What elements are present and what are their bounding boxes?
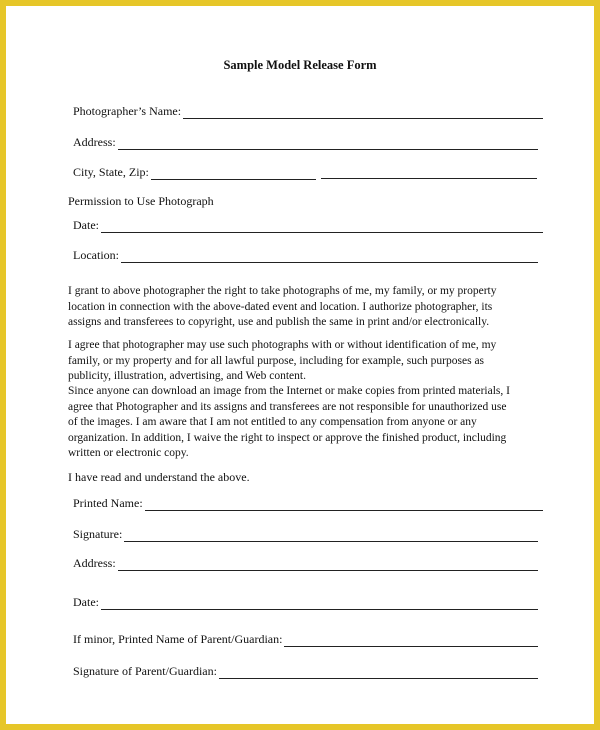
- parent-signature-label: Signature of Parent/Guardian:: [73, 664, 217, 678]
- date2-line[interactable]: [101, 598, 538, 610]
- date-line[interactable]: [101, 221, 543, 233]
- acknowledge-text: I have read and understand the above.: [68, 470, 250, 484]
- location-label: Location:: [73, 248, 119, 262]
- city-state-zip-line[interactable]: [151, 168, 316, 180]
- location-field[interactable]: [73, 247, 538, 263]
- address2-line[interactable]: [118, 559, 538, 571]
- paragraph-line: agree that Photographer and its assigns and transferees are not responsible for unauthorized use: [68, 400, 507, 413]
- city-state-zip-label: City, State, Zip:: [73, 165, 149, 179]
- photographer-name-line[interactable]: [183, 107, 543, 119]
- address-field[interactable]: [73, 134, 538, 150]
- paragraph-line: location in connection with the above-dated event and location. I authorize photographer, its: [68, 300, 493, 313]
- signature-line[interactable]: [124, 530, 538, 542]
- address-line[interactable]: [118, 138, 538, 150]
- signature-label: Signature:: [73, 527, 123, 541]
- form-title: Sample Model Release Form: [223, 58, 377, 72]
- parent-name-line[interactable]: [284, 635, 538, 647]
- paragraph-line: of the images. I am aware that I am not entitled to any compensation from anyone or any: [68, 416, 477, 428]
- paragraph-line: written or electronic copy.: [68, 447, 189, 459]
- address2-label: Address:: [73, 556, 116, 570]
- address2-field[interactable]: [73, 555, 538, 571]
- date2-field[interactable]: [73, 594, 538, 610]
- parent-signature-field[interactable]: [73, 663, 538, 679]
- paragraph-line: I agree that photographer may use such photographs with or without identification of me, my: [68, 339, 497, 351]
- date-label: Date:: [73, 218, 99, 232]
- signature-field[interactable]: [73, 526, 538, 542]
- permission-heading: Permission to Use Photograph: [68, 194, 214, 208]
- paragraph-line: assigns and transferees to copyright, use and publish the same in print and/or electronically.: [68, 316, 490, 328]
- date-field[interactable]: [73, 217, 543, 233]
- location-line[interactable]: [121, 251, 538, 263]
- printed-name-label: Printed Name:: [73, 496, 143, 510]
- waiver-paragraph: [68, 384, 550, 462]
- grant-paragraph: [68, 284, 550, 331]
- parent-name-label: If minor, Printed Name of Parent/Guardian:: [73, 632, 283, 646]
- city-state-zip-second-line[interactable]: [321, 167, 537, 179]
- paragraph-line: Since anyone can download an image from the Internet or make copies from printed materials, I: [68, 385, 510, 397]
- photographer-name-field[interactable]: [73, 103, 543, 119]
- form-page: [6, 6, 594, 724]
- agree-paragraph: [68, 338, 550, 385]
- paragraph-line: organization. In addition, I waive the right to inspect or approve the finished product, including: [68, 431, 507, 444]
- city-state-zip-field[interactable]: [73, 164, 316, 180]
- paragraph-line: publicity, illustration, advertising, and Web content.: [68, 370, 306, 382]
- paragraph-line: family, or my property and for all lawful purpose, including for example, such purposes as: [68, 354, 485, 367]
- address-label: Address:: [73, 135, 116, 149]
- parent-signature-line[interactable]: [219, 667, 538, 679]
- printed-name-field[interactable]: [73, 495, 543, 511]
- photographer-name-label: Photographer’s Name:: [73, 104, 182, 118]
- paragraph-line: I grant to above photographer the right to take photographs of me, my family, or my property: [68, 285, 497, 297]
- printed-name-line[interactable]: [145, 499, 543, 511]
- parent-name-field[interactable]: [73, 631, 538, 647]
- date2-label: Date:: [73, 595, 99, 609]
